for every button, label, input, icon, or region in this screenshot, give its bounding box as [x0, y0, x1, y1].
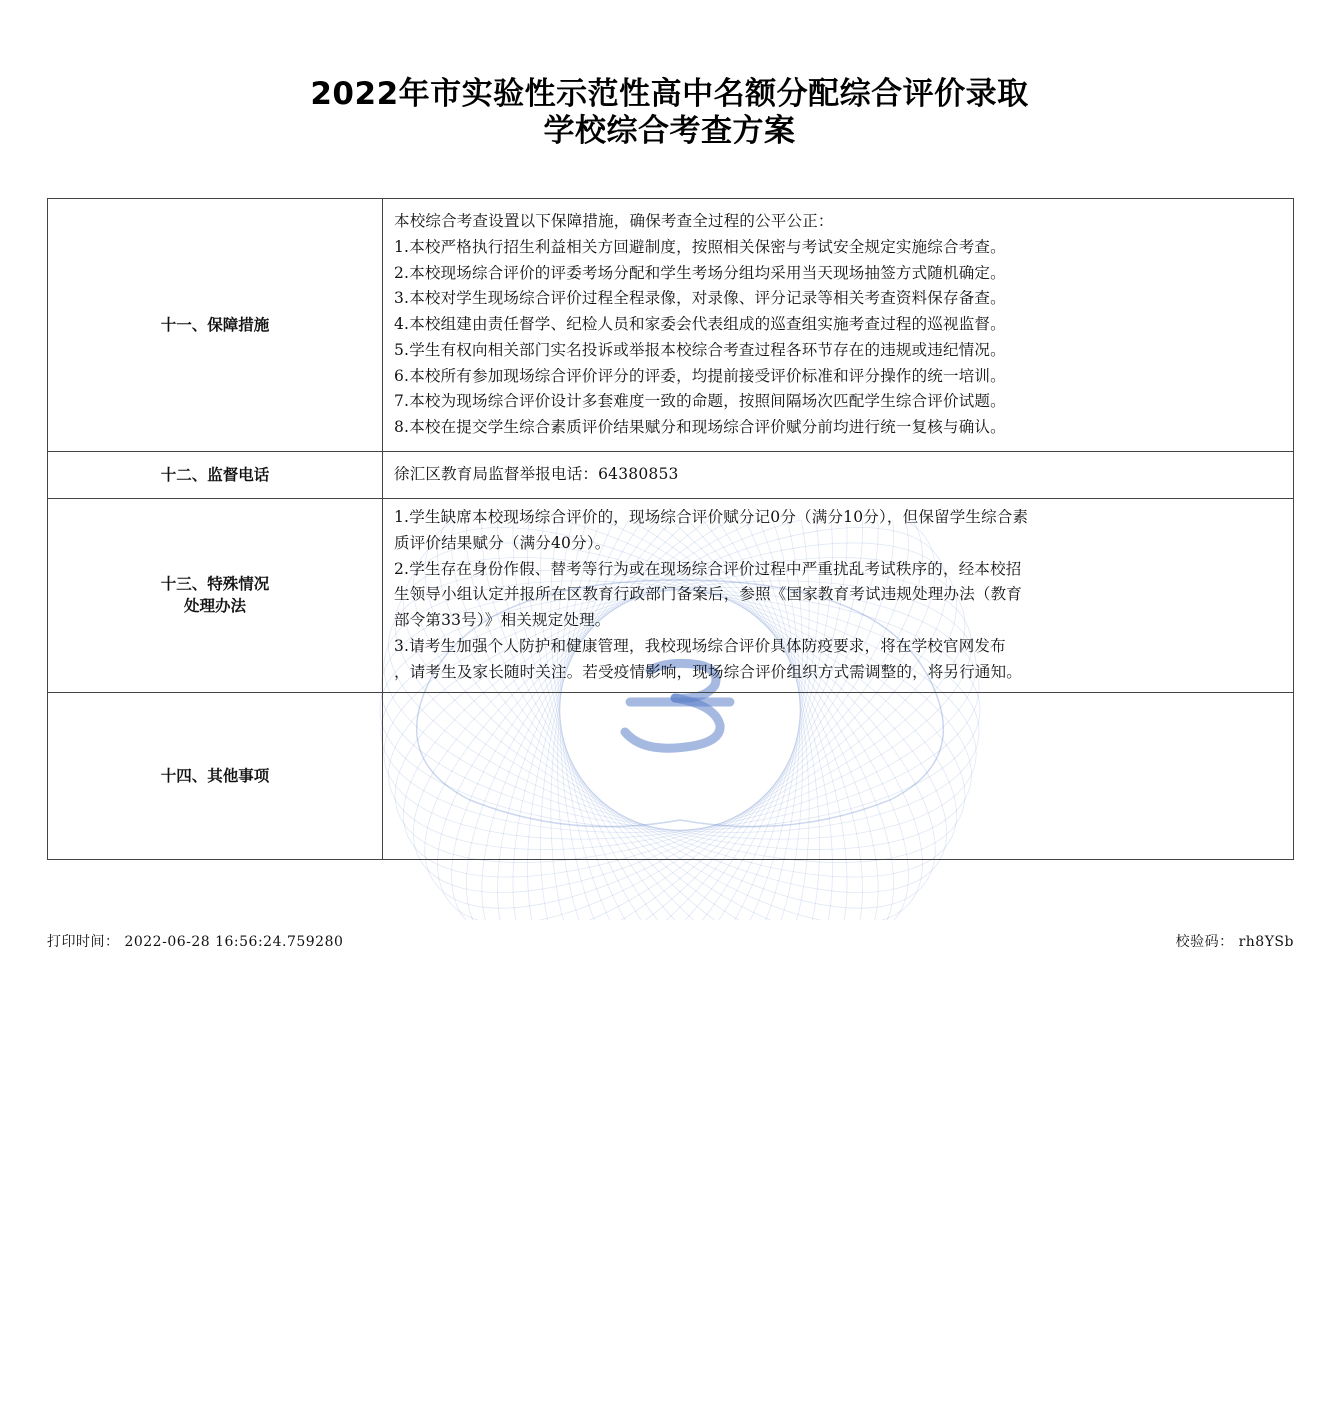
- section-label-other-matters: 十四、其他事项: [48, 692, 383, 859]
- special-line-4: 生领导小组认定并报所在区教育行政部门备案后，参照《国家教育考试违规处理办法（教育: [394, 585, 1023, 604]
- safeguard-item-7: 7.本校为现场综合评价设计多套难度一致的命题，按照间隔场次匹配学生综合评价试题。: [394, 392, 1006, 411]
- special-line-2: 质评价结果赋分（满分40分）。: [394, 533, 611, 552]
- section-content-hotline: [383, 452, 1294, 499]
- section-label-hotline: 十二、监督电话: [48, 452, 383, 499]
- print-time-value: 2022-06-28 16:56:24.759280: [124, 934, 344, 950]
- safeguard-item-1: 1.本校严格执行招生利益相关方回避制度，按照相关保密与考试安全规定实施综合考查。: [394, 237, 1006, 256]
- table-row-other-matters: [48, 692, 1294, 859]
- table-row-special-cases: [48, 499, 1294, 693]
- safeguard-intro: 本校综合考查设置以下保障措施，确保考查全过程的公平公正：: [394, 211, 834, 230]
- checksum-label: 校验码：: [1175, 934, 1234, 950]
- checksum-value: rh8YSb: [1238, 934, 1294, 950]
- hotline-text: 徐汇区教育局监督举报电话：64380853: [394, 465, 679, 484]
- special-line-7: ，请考生及家长随时关注。若受疫情影响，现场综合评价组织方式需调整的，将另行通知。: [394, 662, 1023, 681]
- section-content-safeguard: [383, 199, 1294, 452]
- table-row-hotline: [48, 452, 1294, 499]
- checksum: [1176, 931, 1294, 951]
- safeguard-item-3: 3.本校对学生现场综合评价过程全程录像，对录像、评分记录等相关考查资料保存备查。: [394, 289, 1006, 308]
- special-line-5: 部令第33号）》相关规定处理。: [394, 611, 611, 630]
- title-line-1: 2022年市实验性示范性高中名额分配综合评价录取: [310, 76, 1029, 112]
- special-line-3: 2.学生存在身份作假、替考等行为或在现场综合评价过程中严重扰乱考试秩序的，经本校招: [394, 559, 1022, 578]
- safeguard-item-8: 8.本校在提交学生综合素质评价结果赋分和现场综合评价赋分前均进行统一复核与确认。: [394, 418, 1006, 437]
- evaluation-plan-table: [47, 198, 1294, 860]
- title-line-2: 学校综合考查方案: [543, 113, 796, 149]
- safeguard-item-4: 4.本校组建由责任督学、纪检人员和家委会代表组成的巡查组实施考查过程的巡视监督。: [394, 315, 1006, 334]
- special-line-1: 1.学生缺席本校现场综合评价的，现场综合评价赋分记0分（满分10分），但保留学生综合素: [394, 508, 1029, 526]
- section-label-safeguard: 十一、保障措施: [48, 199, 383, 452]
- safeguard-item-5: 5.学生有权向相关部门实名投诉或举报本校综合考查过程各环节存在的违规或违纪情况。: [394, 340, 1006, 359]
- print-time-label: 打印时间：: [47, 934, 120, 950]
- table-row-safeguard: [48, 199, 1294, 452]
- section-content-other-matters: [383, 692, 1294, 859]
- safeguard-item-6: 6.本校所有参加现场综合评价评分的评委，均提前接受评价标准和评分操作的统一培训。: [394, 366, 1006, 385]
- section-content-special-cases: [383, 499, 1294, 693]
- special-line-6: 3.请考生加强个人防护和健康管理，我校现场综合评价具体防疫要求，将在学校官网发布: [394, 636, 1006, 655]
- print-time: [47, 931, 343, 951]
- special-label-line-1: 十三、特殊情况: [160, 575, 270, 594]
- section-label-special-cases: [48, 499, 383, 693]
- special-label-line-2: 处理办法: [183, 597, 246, 616]
- safeguard-item-2: 2.本校现场综合评价的评委考场分配和学生考场分组均采用当天现场抽签方式随机确定。: [394, 263, 1006, 282]
- document-title: [0, 76, 1339, 150]
